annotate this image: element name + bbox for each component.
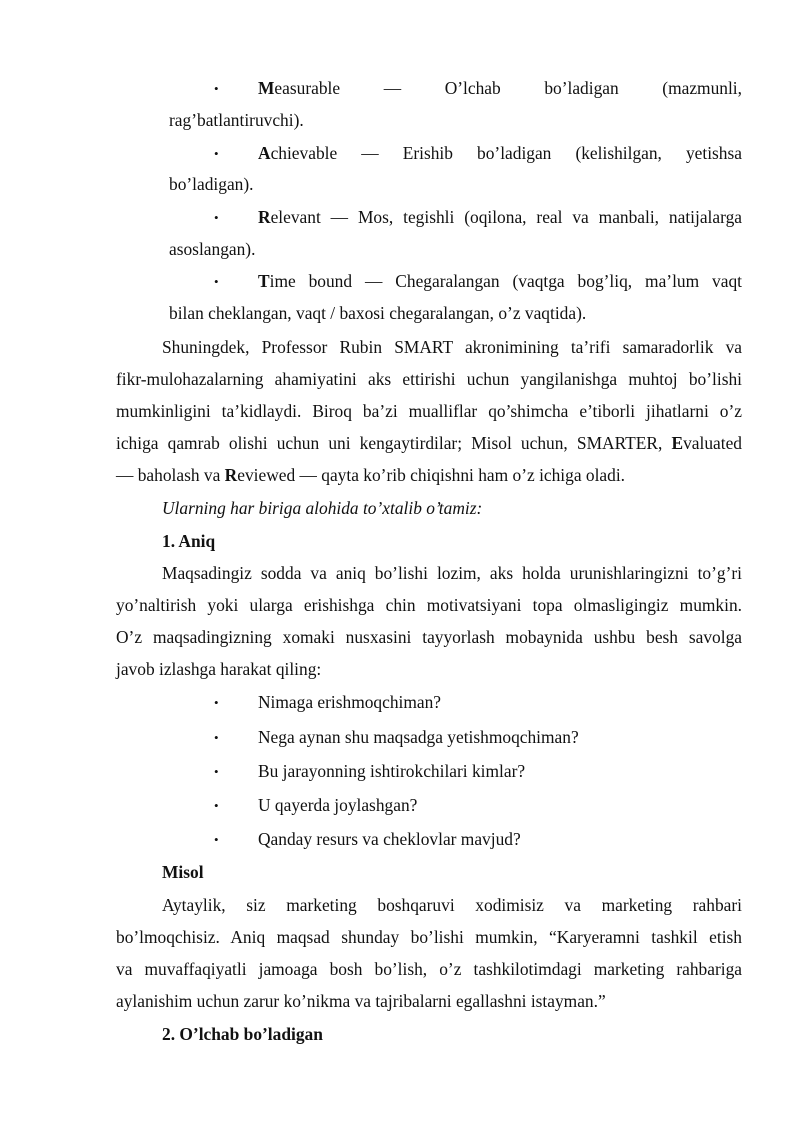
smart-item-achievable: Achievable — Erishib bo’ladigan (kelishilgan, yetishsa [258,143,742,163]
bullet-achievable: • [214,146,219,161]
section-2-heading: 2. O’lchab bo’ladigan [162,1024,323,1044]
smart-item-achievable-cont: bo’ladigan). [169,174,254,194]
smart-item-time-bound-cont: bilan cheklangan, vaqt / baxosi chegaralangan, o’z vaqtida). [169,303,587,323]
smart-item-relevant: Relevant — Mos, tegishli (oqilona, real va manbali, natijalarga [258,207,742,227]
paragraph-1-line-5: — baholash va Reviewed — qayta ko’rib chiqishni ham o’z ichiga oladi. [116,465,626,485]
smart-item-measurable-cont: rag’batlantiruvchi). [169,110,304,130]
paragraph-3-line-4: aylanishim uchun zarur ko’nikma va tajribalarni egallashni istayman.” [116,991,606,1011]
smart-item-relevant-cont: asoslangan). [169,239,256,259]
paragraph-1-line-2: fikr-mulohazalarning ahamiyatini aks ettirishi uchun yangilanishga muhtoj bo’lishi [116,369,742,389]
question-bullet: • [214,832,219,847]
italic-intro: Ularning har biriga alohida to’xtalib o’tamiz: [162,498,483,518]
paragraph-1-line-3: mumkinligini ta’kidlaydi. Biroq ba’zi mualliflar qo’shimcha e’tiborli jihatlarni o’z [116,401,742,421]
question-item: Nimaga erishmoqchiman? [258,692,442,712]
paragraph-2-line-3: O’z maqsadingizning xomaki nusxasini tayyorlash mobaynida ushbu besh savolga [116,627,742,647]
paragraph-2-line-1: Maqsadingiz sodda va aniq bo’lishi lozim, aks holda urunishlaringizni to’g’ri [162,563,742,583]
smart-item-measurable: Measurable — O’lchab bo’ladigan (mazmunli, [258,78,742,98]
paragraph-3-line-3: va muvaffaqiyatli jamoaga bosh bo’lish, o’z tashkilotimdagi marketing rahbariga [116,959,742,979]
paragraph-3-line-1: Aytaylik, siz marketing boshqaruvi xodimisiz va marketing rahbari [162,895,742,915]
smart-letter-m: M [258,78,275,98]
smarter-letter-e: E [671,433,684,453]
question-item: Qanday resurs va cheklovlar mavjud? [258,829,521,849]
question-item: Bu jarayonning ishtirokchilari kimlar? [258,761,526,781]
bullet-measurable: • [214,81,219,96]
smart-letter-t: T [258,271,270,291]
question-item: Nega aynan shu maqsadga yetishmoqchiman? [258,727,579,747]
paragraph-1-line-4: ichiga qamrab olishi uchun uni kengaytirdilar; Misol uchun, SMARTER, Evaluated [116,433,742,453]
question-bullet: • [214,730,219,745]
paragraph-2-line-2: yo’naltirish yoki ularga erishishga chin motivatsiyani topa olmasligingiz mumkin. [116,595,742,615]
smart-letter-a: A [258,143,271,163]
question-bullet: • [214,764,219,779]
question-item: U qayerda joylashgan? [258,795,418,815]
paragraph-1-line-1: Shuningdek, Professor Rubin SMART akronimining ta’rifi samaradorlik va [162,337,742,357]
misol-heading: Misol [162,862,204,882]
section-1-heading: 1. Aniq [162,531,216,551]
paragraph-2-line-4: javob izlashga harakat qiling: [116,659,322,679]
question-bullet: • [214,798,219,813]
smart-letter-r: R [258,207,271,227]
smarter-letter-r: R [224,465,238,485]
bullet-relevant: • [214,210,219,225]
smart-item-time-bound: Time bound — Chegaralangan (vaqtga bog’liq, ma’lum vaqt [258,271,742,291]
question-bullet: • [214,695,219,710]
bullet-time-bound: • [214,274,219,289]
paragraph-3-line-2: bo’lmoqchisiz. Aniq maqsad shunday bo’lishi mumkin, “Karyeramni tashkil etish [116,927,742,947]
